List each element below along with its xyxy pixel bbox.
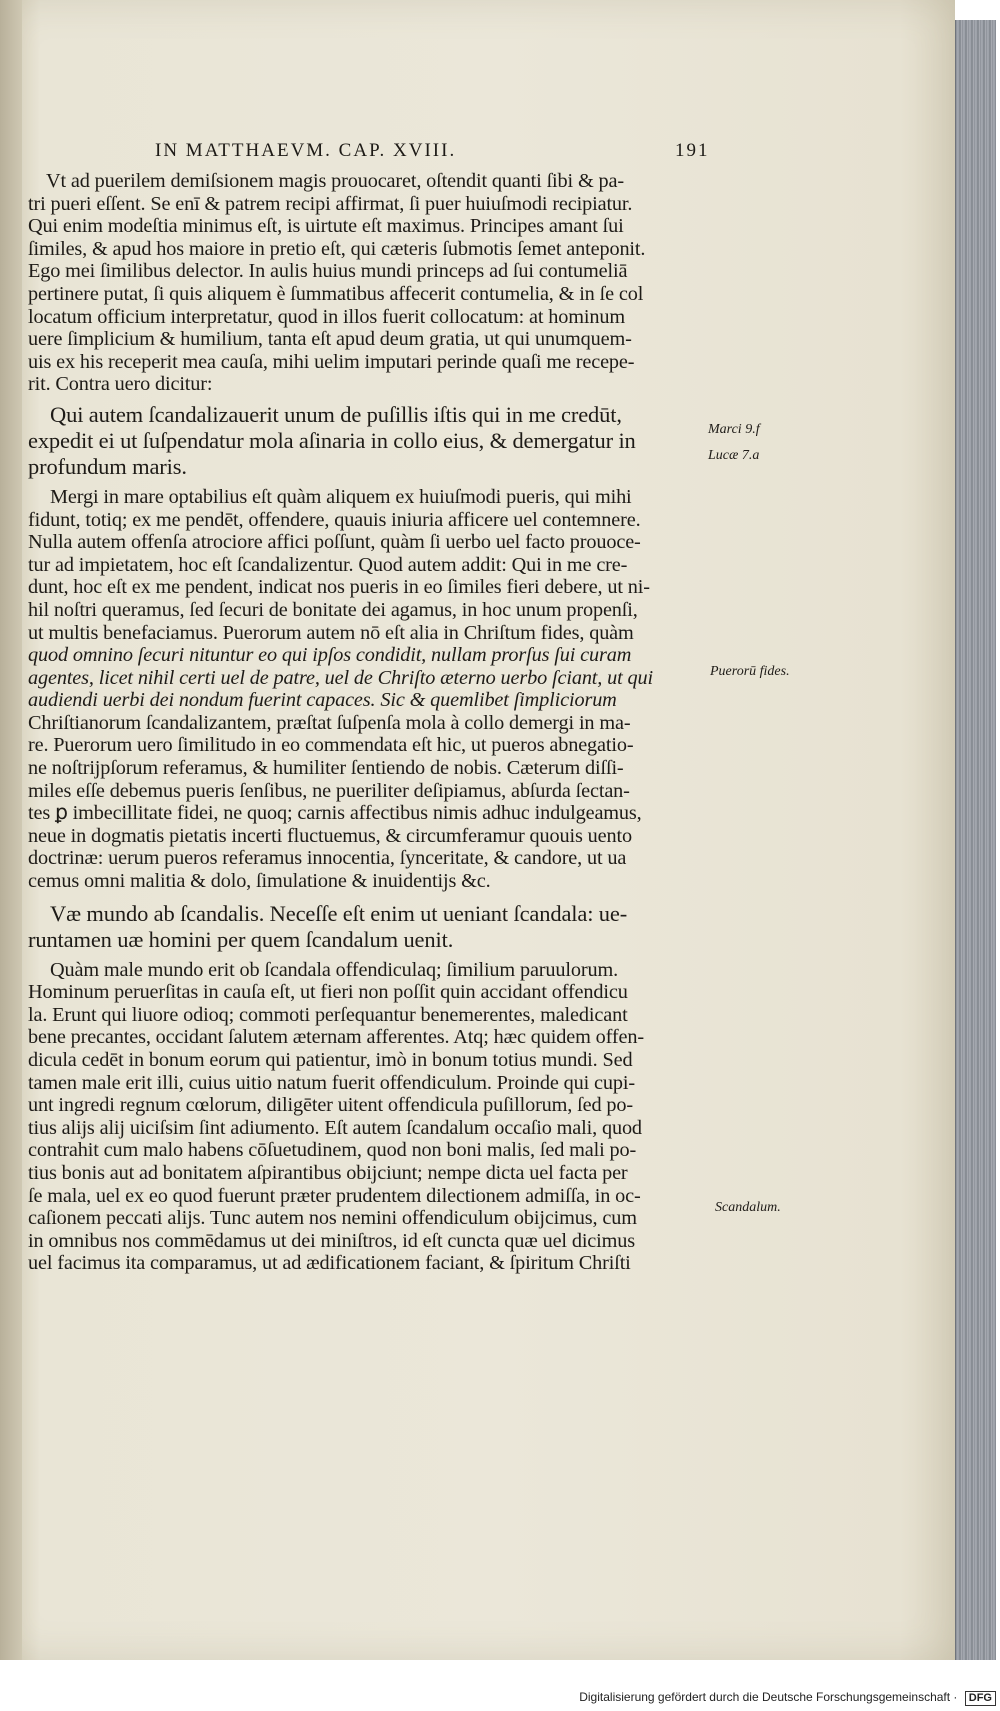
text-line: Ego mei ſimilibus delector. In aulis huius mundi princeps ad ſui contumeliā: [28, 260, 628, 283]
text-line: in omnibus nos commēdamus ut dei miniſtros, id eſt cuncta quæ uel dicimus: [28, 1229, 635, 1252]
lemma-line: Qui autem ſcandalizauerit unum de puſillis iſtis qui in me credūt,: [50, 401, 622, 427]
text-line: uel facimus ita comparamus, ut ad ædificationem faciant, & ſpiritum Chriſti: [28, 1252, 631, 1275]
text-line: fidunt, totiq; ex me pendēt, offendere, quauis iniuria afficere uel contemnere.: [28, 508, 641, 531]
text-line: hil noſtri queramus, ſed ſecuri de bonitate dei agamus, in hoc unum propenſi,: [28, 598, 638, 621]
text-line: tur ad impietatem, hoc eſt ſcandalizentur. Quod autem addit: Qui in me cre-: [28, 553, 628, 576]
text-line: audiendi uerbi dei nondum fuerint capaces. Sic & quemlibet ſimpliciorum: [28, 689, 617, 712]
text-line: dicula cedēt in bonum eorum qui patientur, imò in bonum totius mundi. Sed: [28, 1049, 633, 1071]
main-text-block: [28, 170, 708, 1275]
marginal-note-puerorum-fides: Puerorū fides.: [710, 664, 790, 679]
binding-gutter: [0, 0, 22, 1660]
text-line: ſe mala, uel ex eo quod fuerunt præter prudentem dilectionem admiſſa, in oc-: [28, 1184, 641, 1207]
text-line: Hominum peruerſitas in cauſa eſt, ut fieri non poſſit quin accidant offendicu: [28, 981, 628, 1004]
running-title: IN MATTHAEVM. CAP. XVIII.: [155, 140, 457, 161]
text-line: ſimiles, & apud hos maiore in pretio eſt, qui cæteris ſubmotis ſemet anteponit.: [28, 237, 646, 260]
text-line: bene precantes, occidant ſalutem æternam afferentes. Atq; hæc quidem offen-: [28, 1026, 644, 1049]
text-line: Nulla autem offenſa atrociore affici poſſunt, quàm ſi uerbo uel facto prouoce-: [28, 531, 641, 554]
text-line: Qui enim modeſtia minimus eſt, is uirtute eſt maximus. Principes amant ſui: [28, 215, 624, 238]
text-line: Quàm male mundo erit ob ſcandala offendiculaq; ſimilium paruulorum.: [50, 958, 619, 981]
text-line: tius alijs alij uiciſsim ſint adiumento. Eſt autem ſcandalum occaſio mali, quod: [28, 1116, 642, 1139]
lemma-line: runtamen uæ homini per quem ſcandalum uenit.: [28, 926, 454, 952]
text-line: Mergi in mare optabilius eſt quàm aliquem ex huiuſmodi pueris, qui mihi: [50, 485, 632, 508]
text-line: tius bonis aut ad bonitatem aſpirantibus obijciunt; nempe dicta uel facta per: [28, 1161, 628, 1184]
lemma-line: profundum maris.: [28, 453, 187, 479]
digitization-credit: [0, 1690, 1000, 1706]
text-line: unt ingredi regnum cœlorum, diligēter uitent offendicula puſillorum, ſed po-: [28, 1094, 633, 1117]
text-line: quod omnino ſecuri nituntur eo qui ipſos condidit, nullam prorſus ſui curam: [28, 644, 632, 667]
text-line: agentes, licet nihil certi uel de patre, uel de Chriſto æterno uerbo ſciant, ut qui: [28, 666, 653, 689]
text-line: doctrinæ: uerum pueros referamus innocentia, ſynceritate, & candore, ut ua: [28, 847, 627, 870]
page-edges-stack: [955, 20, 996, 1660]
text-line: contrahit cum malo habens cōſuetudinem, quod non boni malis, ſed mali po-: [28, 1139, 637, 1162]
text-line: uis ex his receperit mea cauſa, mihi uelim imputari perinde quaſi me recepe-: [28, 350, 635, 373]
text-line: ne noſtrijpſorum referamus, & humiliter ſentiendo de nobis. Cæterum diſſi-: [28, 757, 624, 780]
folio-number: 191: [675, 140, 710, 161]
text-line: dunt, hoc eſt ex me pendent, indicat nos pueris in eo ſimiles fieri debere, ut ni-: [28, 576, 650, 599]
text-line: cemus omni malitia & dolo, ſimulatione & inuidentijs &c.: [28, 870, 491, 893]
text-line: Chriſtianorum ſcandalizantem, præſtat ſuſpenſa mola à collo demergi in ma-: [28, 711, 631, 734]
text-line: miles eſſe debemus pueris ſenſibus, ne pueriliter deſipiamus, abſurda ſectan-: [28, 779, 630, 802]
text-line: uere ſimplicium & humilium, tanta eſt apud deum gratia, ut qui unumquem-: [28, 328, 632, 351]
text-line: pertinere putat, ſi quis aliquem è ſummatibus affecerit contumelia, & in ſe col: [28, 282, 644, 305]
lemma-line: expedit ei ut ſuſpendatur mola aſinaria in collo eius, & demergatur in: [28, 427, 636, 453]
dfg-logo: DFG: [965, 1691, 996, 1706]
running-header: [155, 140, 715, 162]
text-line: neue in dogmatis pietatis incerti fluctuemus, & circumferamur quouis uento: [28, 824, 632, 847]
lemma-line: Væ mundo ab ſcandalis. Neceſſe eſt enim ut ueniant ſcandala: ue-: [50, 900, 628, 926]
text-line: ut multis benefaciamus. Puerorum autem nō eſt alia in Chriſtum fides, quàm: [28, 621, 634, 644]
text-line: rit. Contra uero dicitur:: [28, 373, 213, 396]
credit-text: Digitalisierung gefördert durch die Deutsche Forschungsgemeinschaft ·: [579, 1690, 958, 1704]
text-line: tri pueri eſſent. Se enī & patrem recipi affirmat, ſi puer huiuſmodi recipiatur.: [28, 192, 633, 215]
marginal-note-scandalum: Scandalum.: [715, 1200, 781, 1215]
text-line: re. Puerorum uero ſimilitudo in eo commendata eſt hic, ut pueros abnegatio-: [28, 734, 634, 757]
text-line: la. Erunt qui liuore odioq; commoti perſequantur benemerentes, maledicant: [28, 1003, 628, 1026]
text-line: Vt ad puerilem demiſsionem magis prouocaret, oſtendit quanti ſibi & pa-: [46, 170, 624, 192]
marginal-note-marci: Marci 9.f: [708, 422, 760, 437]
text-line: locatum officium interpretatur, quod in illos fuerit collocatum: at hominum: [28, 305, 625, 328]
text-line: caſionem peccati alijs. Tunc autem nos nemini offendiculum obijcimus, cum: [28, 1207, 637, 1230]
marginal-note-lucae: Lucæ 7.a: [708, 448, 760, 463]
text-line: tamen male erit illi, cuius uitio natum fuerit offendiculum. Proinde qui cupi-: [28, 1071, 635, 1094]
text-line: tes ꝑ imbecillitate fidei, ne quoq; carnis affectibus nimis adhuc indulgeamus,: [28, 802, 642, 825]
